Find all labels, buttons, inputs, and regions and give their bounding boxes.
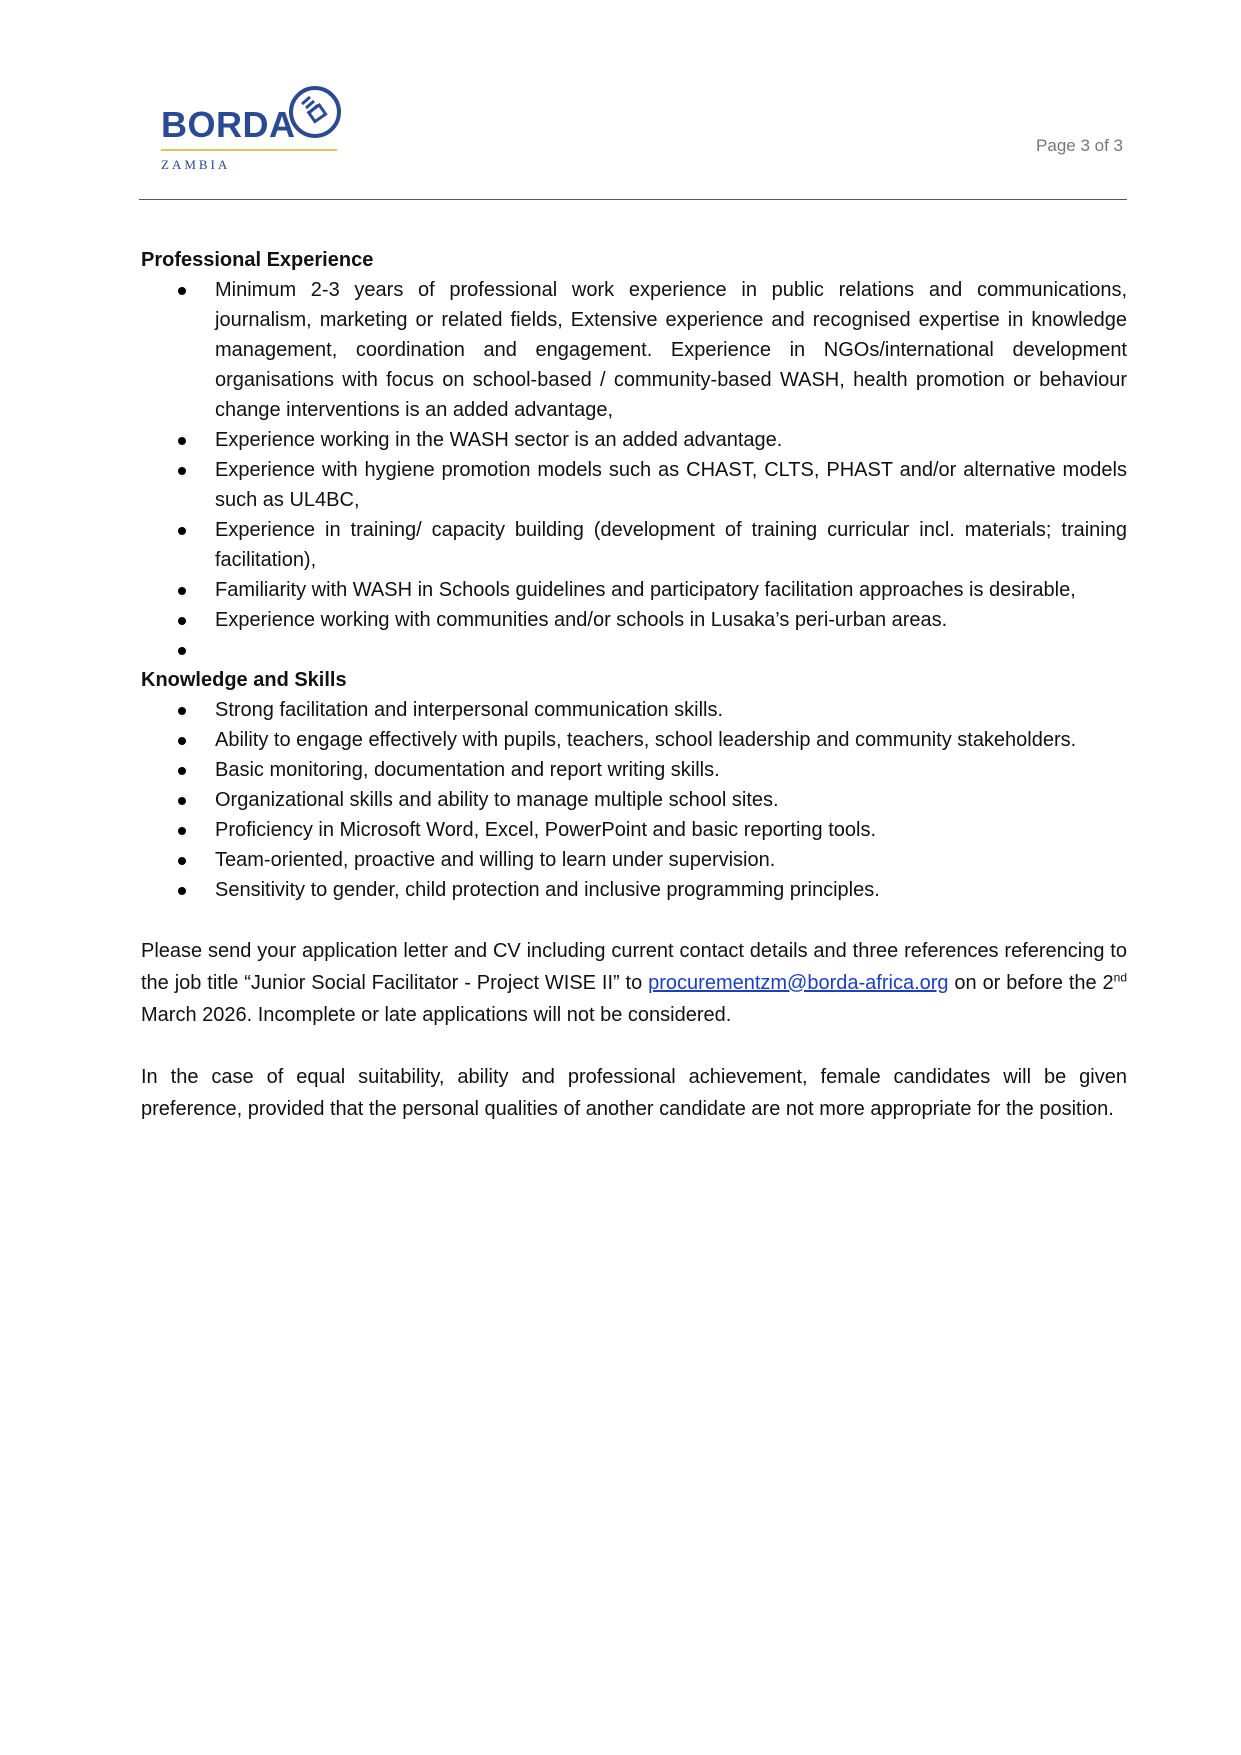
spacer <box>141 905 1127 935</box>
page-number: Page 3 of 3 <box>1036 136 1123 155</box>
document-body <box>141 245 1127 1125</box>
bullet-icon <box>178 767 186 775</box>
spacer <box>141 1031 1127 1061</box>
bullet-icon <box>178 527 186 535</box>
list-item-empty <box>141 635 1127 665</box>
section-title-professional-experience: Professional Experience <box>141 249 374 271</box>
list-item: Experience working with communities and/or schools in Lusaka’s peri-urban areas. <box>141 605 1127 635</box>
logo-subtitle: ZAMBIA <box>161 157 231 172</box>
header-divider <box>139 199 1127 200</box>
bullet-icon <box>178 797 186 805</box>
list-item: Team-oriented, proactive and willing to learn under supervision. <box>141 845 1127 875</box>
bullet-icon <box>178 707 186 715</box>
bullet-icon <box>178 887 186 895</box>
logo-wordmark: BORDA <box>161 104 296 145</box>
equal-opportunity-statement: In the case of equal suitability, ability and professional achievement, female candidates will be given preference, provided that the personal qualities of another candidate are not more appropriate for the position. <box>141 1066 1127 1120</box>
application-instructions: Please send your application letter and CV including current contact details and three references referencing to the job title “Junior Social Facilitator - Project WISE II” to procurementzm@borda-africa.org on or before the 2nd March 2026. Incomplete or late applications will not be considered. <box>141 940 1127 1026</box>
bullet-icon <box>178 617 186 625</box>
list-item: Familiarity with WASH in Schools guidelines and participatory facilitation approaches is desirable, <box>141 575 1127 605</box>
bullet-icon <box>178 737 186 745</box>
logo-underline <box>161 149 337 151</box>
bullet-icon <box>178 647 186 655</box>
bullet-icon <box>178 437 186 445</box>
list-item: Organizational skills and ability to manage multiple school sites. <box>141 785 1127 815</box>
bullet-icon <box>178 857 186 865</box>
borda-emblem-icon <box>287 84 343 140</box>
list-item: Ability to engage effectively with pupils, teachers, school leadership and community stakeholders. <box>141 725 1127 755</box>
bullet-icon <box>178 287 186 295</box>
knowledge-skills-list <box>141 695 1127 905</box>
professional-experience-list <box>141 275 1127 665</box>
date-superscript: nd <box>1113 970 1127 985</box>
list-item: Experience working in the WASH sector is an added advantage. <box>141 425 1127 455</box>
bullet-icon <box>178 587 186 595</box>
bullet-icon <box>178 827 186 835</box>
email-link[interactable]: procurementzm@borda-africa.org <box>648 972 949 994</box>
section-title-knowledge-skills: Knowledge and Skills <box>141 669 347 691</box>
list-item: Minimum 2-3 years of professional work experience in public relations and communications, journalism, marketing or related fields, Extensive experience and recognised expertise in knowledge management, coordination and engagement. Experience in NGOs/international development organisations with focus on school-based / community-based WASH, health promotion or behaviour change interventions is an added advantage, <box>141 275 1127 425</box>
list-item: Experience in training/ capacity building (development of training curricular incl. materials; training facilitation), <box>141 515 1127 575</box>
list-item: Strong facilitation and interpersonal communication skills. <box>141 695 1127 725</box>
list-item: Basic monitoring, documentation and report writing skills. <box>141 755 1127 785</box>
bullet-icon <box>178 467 186 475</box>
list-item: Proficiency in Microsoft Word, Excel, PowerPoint and basic reporting tools. <box>141 815 1127 845</box>
borda-zambia-logo <box>161 84 361 176</box>
list-item: Sensitivity to gender, child protection and inclusive programming principles. <box>141 875 1127 905</box>
list-item: Experience with hygiene promotion models such as CHAST, CLTS, PHAST and/or alternative models such as UL4BC, <box>141 455 1127 515</box>
